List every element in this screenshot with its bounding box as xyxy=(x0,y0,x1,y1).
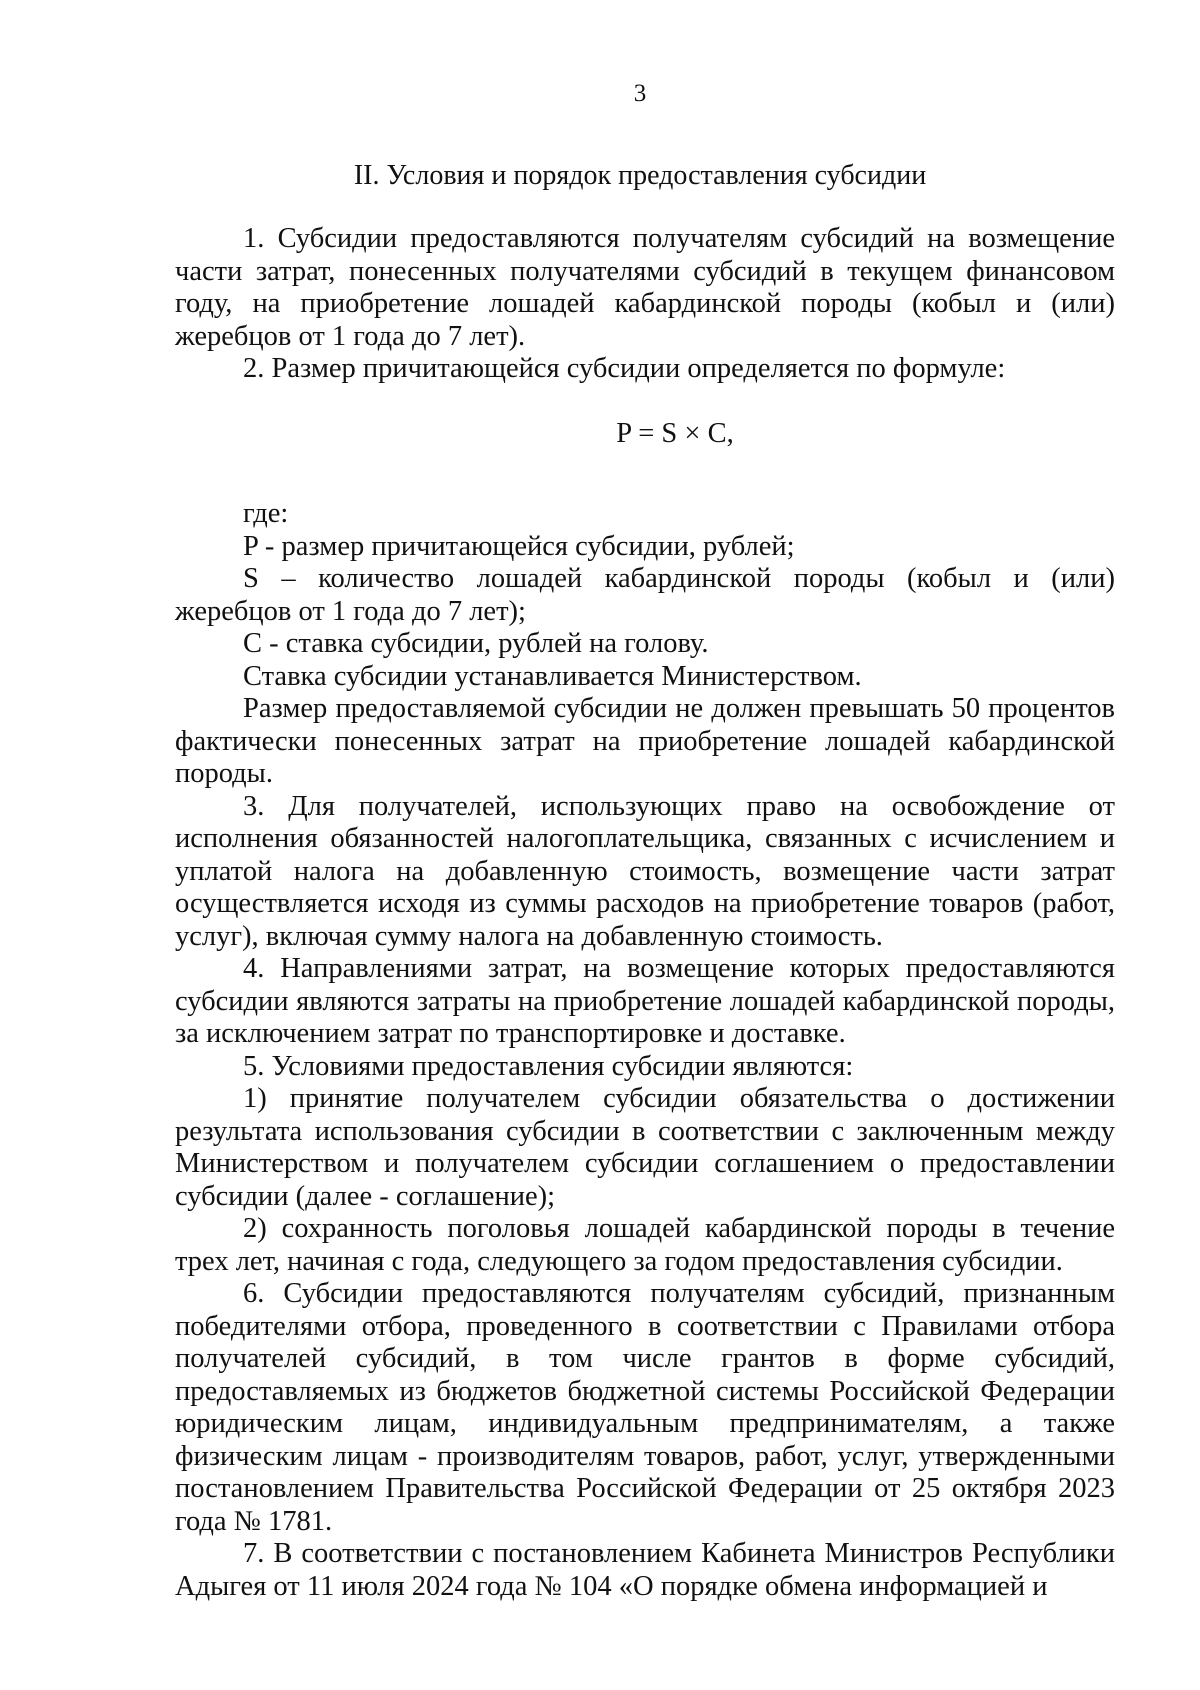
rate-statement: Ставка субсидии устанавливается Министерством. xyxy=(243,660,862,692)
condition-2: 2) сохранность поголовья лошадей кабардинской породы в течение трех лет, начиная с года, следующего за годом предоставления субсидии. xyxy=(175,1213,1115,1277)
condition-1: 1) принятие получателем субсидии обязательства о достижении результата использования субсидии в соответствии с заключенным между Министерством и получателем субсидии соглашением о предоставлении субсидии (далее - соглашение); xyxy=(175,1083,1115,1212)
paragraph-2: 2. Размер причитающейся субсидии определяется по формуле: xyxy=(243,353,1006,384)
section-heading: II. Условия и порядок предоставления субсидии xyxy=(353,160,927,191)
body-text xyxy=(175,223,1115,1603)
subsidy-limit: Размер предоставляемой субсидии не должен превышать 50 процентов фактически понесенных затрат на приобретение лошадей кабардинской породы. xyxy=(175,693,1115,789)
paragraph-7: 7. В соответствии с постановлением Кабинета Министров Республики Адыгея от 11 июля 2024 года № 104 «О порядке обмена информацией и xyxy=(175,1538,1115,1602)
formula-def-p: P - размер причитающейся субсидии, рублей; xyxy=(243,530,795,562)
formula: P = S × C, xyxy=(616,417,734,449)
paragraph-6: 6. Субсидии предоставляются получателям субсидий, признанным победителями отбора, проведенного в соответствии с Правилами отбора получателей субсидий, в том числе грантов в форме субсидий, предоставляемых из бюджетов бюджетной системы Российской Федерации юридическим лицам, индивидуальным предпринимателям, а также физическим лицам - производителям товаров, работ, услуг, утвержденными постановлением Правительства Российской Федерации от 25 октября 2023 года № 1781. xyxy=(175,1278,1115,1537)
formula-def-c: C - ставка субсидии, рублей на голову. xyxy=(243,628,709,659)
formula-def-s: S – количество лошадей кабардинской породы (кобыл и (или) жеребцов от 1 года до 7 лет); xyxy=(175,563,1115,627)
paragraph-5: 5. Условиями предоставления субсидии являются: xyxy=(243,1050,854,1082)
formula-where: где: xyxy=(243,498,289,529)
paragraph-1: 1. Субсидии предоставляются получателям субсидий на возмещение части затрат, понесенных получателями субсидий в текущем финансовом году, на приобретение лошадей кабардинской породы (кобыл и (или) жеребцов от 1 года до 7 лет). xyxy=(175,223,1115,352)
page-number: 3 xyxy=(633,80,647,107)
paragraph-3: 3. Для получателей, использующих право на освобождение от исполнения обязанностей налогоплательщика, связанных с исчислением и уплатой налога на добавленную стоимость, возмещение части затрат осуществляется исходя из суммы расходов на приобретение товаров (работ, услуг), включая сумму налога на добавленную стоимость. xyxy=(175,790,1115,952)
paragraph-4: 4. Направлениями затрат, на возмещение которых предоставляются субсидии являются затраты на приобретение лошадей кабардинской породы, за исключением затрат по транспортировке и доставке. xyxy=(175,953,1115,1049)
